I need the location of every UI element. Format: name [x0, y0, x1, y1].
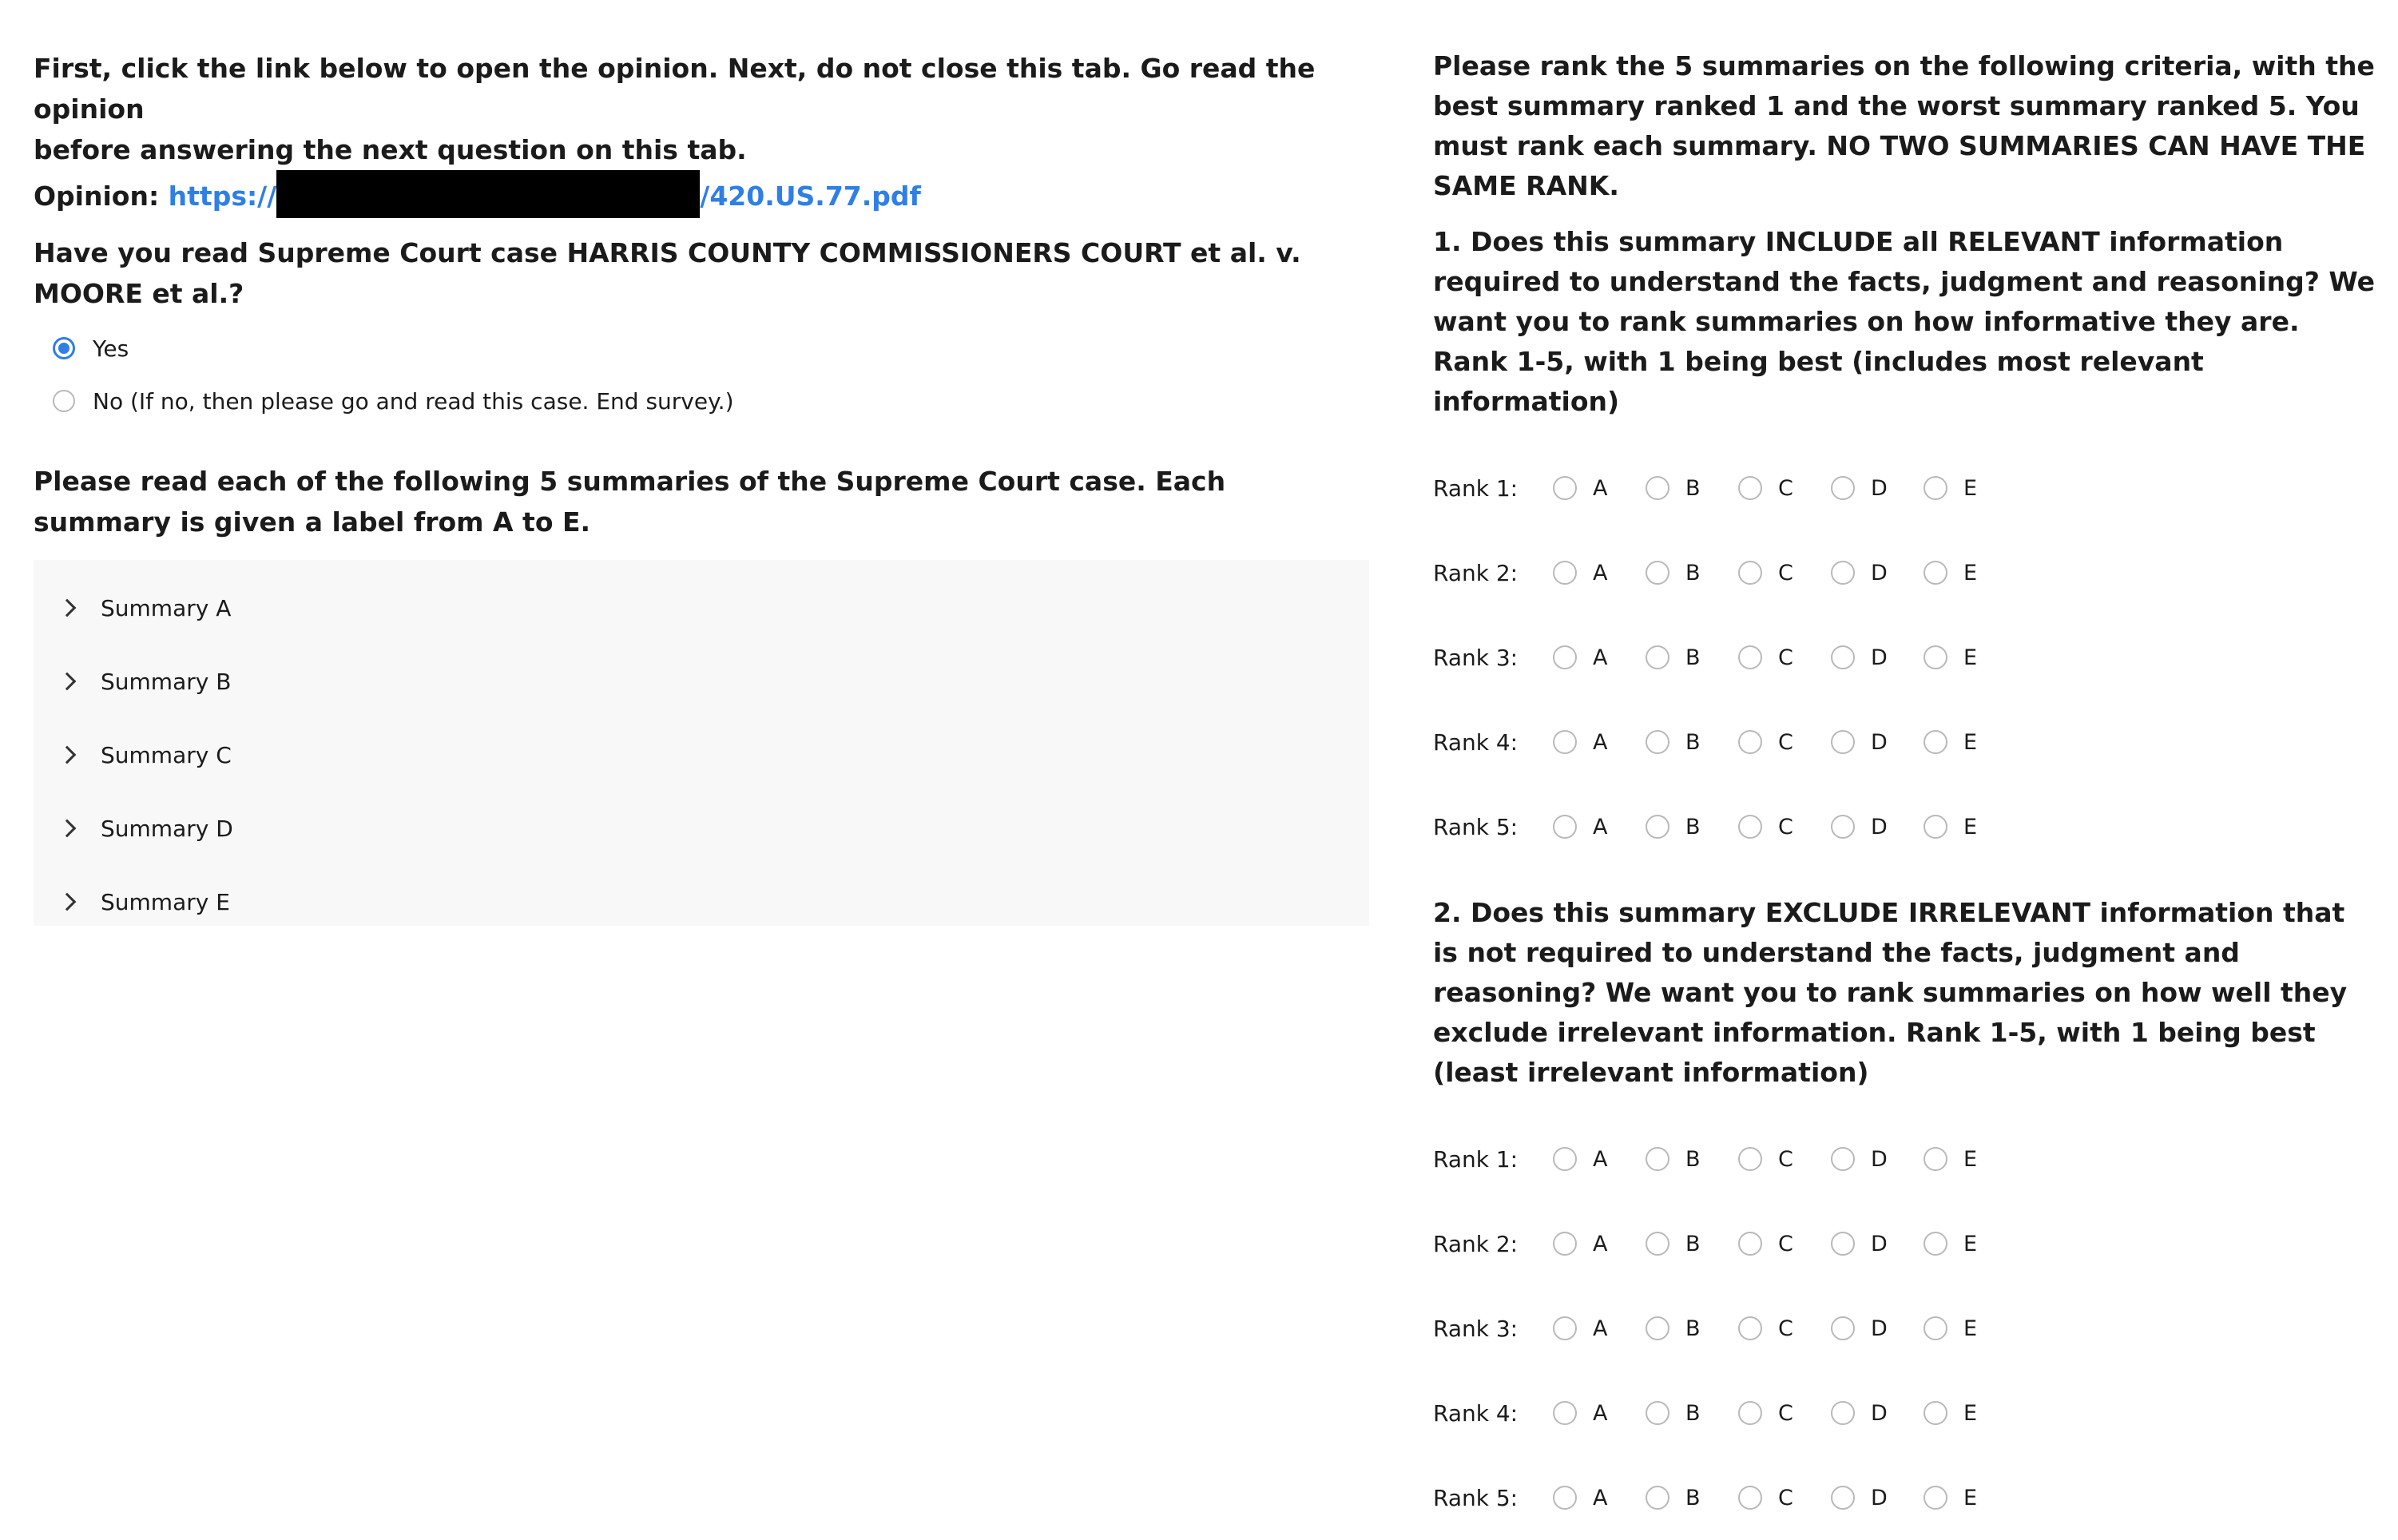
rank-option-label: A — [1593, 1485, 1608, 1510]
rank-option-b[interactable] — [1646, 1401, 1738, 1426]
criterion-1-ranks — [1433, 446, 2376, 869]
rank-row — [1433, 446, 2376, 530]
rank-option-label: C — [1778, 1146, 1793, 1172]
rank-option-e[interactable] — [1924, 1232, 2016, 1256]
rank-option-label: D — [1871, 1316, 1888, 1341]
summary-item-e[interactable] — [34, 865, 1369, 939]
chevron-right-icon — [58, 746, 77, 764]
rank-option-label: B — [1685, 560, 1701, 585]
summary-item-d[interactable] — [34, 792, 1369, 865]
rank-option-label: A — [1593, 1231, 1608, 1256]
radio-unchecked-icon[interactable] — [1831, 645, 1855, 669]
intro-line-2: before answering the next question on this tab. — [34, 134, 747, 165]
rank-option-label: C — [1778, 475, 1793, 501]
rank-option-e[interactable] — [1924, 815, 2016, 839]
rank-label: Rank 4: — [1433, 1399, 1519, 1427]
summaries-heading: Please read each of the following 5 summaries of the Supreme Court case. Each summary is given a label from A to E. — [34, 466, 1226, 538]
rank-option-label: A — [1593, 1146, 1608, 1172]
rank-row — [1433, 530, 2376, 615]
rank-row — [1433, 784, 2376, 869]
radio-unchecked-icon[interactable] — [1738, 645, 1762, 669]
rank-option-label: A — [1593, 1316, 1608, 1341]
radio-unchecked-icon[interactable] — [1831, 730, 1855, 754]
summary-item-label: Summary B — [101, 668, 232, 695]
rank-option-label: E — [1963, 729, 1978, 755]
rank-row — [1433, 1371, 2376, 1455]
rank-option-label: A — [1593, 560, 1608, 585]
summary-item-label: Summary C — [101, 741, 232, 768]
rank-option-label: A — [1593, 645, 1608, 670]
rank-option-label: D — [1871, 1146, 1888, 1172]
rank-option-c[interactable] — [1738, 1147, 1831, 1172]
radio-unchecked-icon[interactable] — [1738, 561, 1762, 585]
rank-option-d[interactable] — [1831, 645, 1924, 670]
rank-option-c[interactable] — [1738, 476, 1831, 501]
radio-unchecked-icon[interactable] — [1646, 476, 1669, 500]
rank-row — [1433, 1201, 2376, 1286]
read-option-no[interactable] — [34, 375, 1369, 427]
rank-option-label: B — [1685, 475, 1701, 501]
radio-unchecked-icon[interactable] — [1646, 1401, 1669, 1425]
radio-unchecked-icon[interactable] — [1553, 1486, 1577, 1510]
rank-label: Rank 2: — [1433, 559, 1519, 586]
opinion-link-suffix: /420.US.77.pdf — [700, 181, 921, 212]
radio-unchecked-icon[interactable] — [1553, 1401, 1577, 1425]
radio-unchecked-icon[interactable] — [1924, 1486, 1947, 1510]
rank-option-label: B — [1685, 1231, 1701, 1256]
summary-item-label: Summary A — [101, 594, 232, 621]
rank-option-label: C — [1778, 814, 1793, 839]
radio-unchecked-icon[interactable] — [1831, 1486, 1855, 1510]
summaries-accordion — [34, 560, 1369, 926]
rank-row — [1433, 1117, 2376, 1201]
rank-label: Rank 1: — [1433, 1145, 1519, 1173]
rank-option-d[interactable] — [1831, 815, 1924, 839]
radio-unchecked-icon[interactable] — [1646, 1316, 1669, 1340]
summary-item-a[interactable] — [34, 571, 1369, 645]
radio-unchecked-icon[interactable] — [53, 390, 75, 412]
rank-option-b[interactable] — [1646, 1486, 1738, 1510]
rank-option-label: B — [1685, 814, 1701, 839]
read-option-yes[interactable] — [34, 322, 1369, 375]
rank-option-c[interactable] — [1738, 1486, 1831, 1510]
rank-option-e[interactable] — [1924, 1401, 2016, 1426]
rank-option-e[interactable] — [1924, 730, 2016, 755]
rank-option-b[interactable] — [1646, 561, 1738, 585]
rank-option-label: D — [1871, 1400, 1888, 1426]
opinion-link[interactable] — [169, 181, 921, 212]
rank-option-label: A — [1593, 729, 1608, 755]
intro-line-1: First, click the link below to open the opinion. Next, do not close this tab. Go read the opinion — [34, 53, 1316, 125]
rank-option-c[interactable] — [1738, 815, 1831, 839]
rank-option-c[interactable] — [1738, 1401, 1831, 1426]
radio-unchecked-icon[interactable] — [1553, 1232, 1577, 1256]
radio-unchecked-icon[interactable] — [1738, 1147, 1762, 1171]
radio-unchecked-icon[interactable] — [1646, 1486, 1669, 1510]
radio-unchecked-icon[interactable] — [1924, 730, 1947, 754]
rank-row — [1433, 615, 2376, 700]
rank-option-label: C — [1778, 560, 1793, 585]
rank-option-label: C — [1778, 1400, 1793, 1426]
radio-unchecked-icon[interactable] — [1553, 476, 1577, 500]
chevron-right-icon — [58, 820, 77, 838]
rank-option-label: E — [1963, 560, 1978, 585]
rank-option-b[interactable] — [1646, 730, 1738, 755]
radio-unchecked-icon[interactable] — [1831, 561, 1855, 585]
chevron-right-icon — [58, 599, 77, 617]
rank-label: Rank 5: — [1433, 813, 1519, 840]
radio-unchecked-icon[interactable] — [1646, 815, 1669, 839]
rank-option-d[interactable] — [1831, 1486, 1924, 1510]
radio-unchecked-icon[interactable] — [1924, 645, 1947, 669]
summary-item-label: Summary D — [101, 815, 233, 842]
read-option-yes-label: Yes — [93, 335, 129, 362]
rank-option-label: C — [1778, 729, 1793, 755]
rank-option-label: B — [1685, 1316, 1701, 1341]
rank-option-b[interactable] — [1646, 1232, 1738, 1256]
rank-option-b[interactable] — [1646, 476, 1738, 501]
radio-unchecked-icon[interactable] — [1924, 1232, 1947, 1256]
rank-option-label: E — [1963, 1485, 1978, 1510]
rank-option-b[interactable] — [1646, 1147, 1738, 1172]
rank-option-a[interactable] — [1553, 1316, 1646, 1341]
radio-unchecked-icon[interactable] — [1553, 561, 1577, 585]
rank-option-a[interactable] — [1553, 561, 1646, 585]
rank-option-label: D — [1871, 729, 1888, 755]
radio-unchecked-icon[interactable] — [1738, 1401, 1762, 1425]
chevron-right-icon — [58, 893, 77, 911]
criterion-1-text: 1. Does this summary INCLUDE all RELEVANT information required to understand the facts, judgment and reasoning? We want you to rank summaries on how informative they are. Rank 1-5, with 1 being best (includes most relevant information) — [1433, 226, 2375, 417]
rank-option-b[interactable] — [1646, 645, 1738, 670]
rank-option-b[interactable] — [1646, 1316, 1738, 1341]
rank-row — [1433, 700, 2376, 784]
rank-option-a[interactable] — [1553, 1401, 1646, 1426]
rank-option-label: E — [1963, 1400, 1978, 1426]
rank-option-e[interactable] — [1924, 476, 2016, 501]
rank-option-a[interactable] — [1553, 645, 1646, 670]
rank-option-label: C — [1778, 1316, 1793, 1341]
rank-option-c[interactable] — [1738, 561, 1831, 585]
radio-unchecked-icon[interactable] — [1924, 1316, 1947, 1340]
ranking-instructions: Please rank the 5 summaries on the following criteria, with the best summary ranked 1 and the worst summary ranked 5. You must rank each summary. NO TWO SUMMARIES CAN HAVE THE SAME RANK. — [1433, 50, 2375, 201]
criterion-2-ranks — [1433, 1117, 2376, 1540]
rank-label: Rank 3: — [1433, 1315, 1519, 1342]
summary-item-label: Summary E — [101, 888, 230, 915]
radio-unchecked-icon[interactable] — [1738, 1316, 1762, 1340]
rank-option-label: B — [1685, 645, 1701, 670]
radio-unchecked-icon[interactable] — [1553, 730, 1577, 754]
rank-option-a[interactable] — [1553, 476, 1646, 501]
rank-option-d[interactable] — [1831, 476, 1924, 501]
right-column — [1433, 46, 2376, 1540]
rank-option-label: D — [1871, 1231, 1888, 1256]
rank-option-label: D — [1871, 645, 1888, 670]
radio-unchecked-icon[interactable] — [1646, 730, 1669, 754]
rank-option-label: E — [1963, 814, 1978, 839]
rank-option-c[interactable] — [1738, 1232, 1831, 1256]
opinion-line — [34, 170, 1369, 218]
radio-unchecked-icon[interactable] — [1924, 1147, 1947, 1171]
radio-unchecked-icon[interactable] — [1738, 1232, 1762, 1256]
summary-item-b[interactable] — [34, 645, 1369, 718]
rank-option-a[interactable] — [1553, 1232, 1646, 1256]
chevron-right-icon — [58, 673, 77, 691]
radio-unchecked-icon[interactable] — [1553, 1316, 1577, 1340]
radio-unchecked-icon[interactable] — [1924, 476, 1947, 500]
radio-unchecked-icon[interactable] — [1831, 815, 1855, 839]
radio-unchecked-icon[interactable] — [1738, 1486, 1762, 1510]
rank-option-e[interactable] — [1924, 645, 2016, 670]
rank-option-label: E — [1963, 475, 1978, 501]
rank-option-label: B — [1685, 1485, 1701, 1510]
radio-unchecked-icon[interactable] — [1831, 1316, 1855, 1340]
rank-option-e[interactable] — [1924, 561, 2016, 585]
rank-label: Rank 4: — [1433, 728, 1519, 756]
rank-option-d[interactable] — [1831, 1401, 1924, 1426]
opinion-label: Opinion: — [34, 181, 160, 212]
radio-unchecked-icon[interactable] — [1924, 815, 1947, 839]
rank-option-d[interactable] — [1831, 1316, 1924, 1341]
rank-label: Rank 1: — [1433, 474, 1519, 502]
radio-unchecked-icon[interactable] — [1831, 1232, 1855, 1256]
rank-option-label: C — [1778, 1485, 1793, 1510]
left-column — [34, 48, 1369, 926]
radio-unchecked-icon[interactable] — [1738, 730, 1762, 754]
opinion-link-prefix: https:// — [168, 181, 277, 212]
rank-option-label: A — [1593, 475, 1608, 501]
rank-option-label: C — [1778, 645, 1793, 670]
rank-option-label: B — [1685, 1400, 1701, 1426]
radio-unchecked-icon[interactable] — [1553, 1147, 1577, 1171]
rank-option-d[interactable] — [1831, 1232, 1924, 1256]
rank-option-label: B — [1685, 1146, 1701, 1172]
rank-option-label: C — [1778, 1231, 1793, 1256]
rank-label: Rank 3: — [1433, 644, 1519, 671]
rank-option-a[interactable] — [1553, 815, 1646, 839]
summary-item-c[interactable] — [34, 718, 1369, 792]
rank-option-label: A — [1593, 1400, 1608, 1426]
rank-option-label: E — [1963, 645, 1978, 670]
redaction-block — [276, 170, 700, 218]
rank-option-label: D — [1871, 475, 1888, 501]
rank-option-label: D — [1871, 814, 1888, 839]
rank-option-d[interactable] — [1831, 730, 1924, 755]
rank-option-label: B — [1685, 729, 1701, 755]
radio-unchecked-icon[interactable] — [1831, 1401, 1855, 1425]
rank-option-a[interactable] — [1553, 730, 1646, 755]
rank-option-label: D — [1871, 1485, 1888, 1510]
rank-option-a[interactable] — [1553, 1486, 1646, 1510]
rank-row — [1433, 1455, 2376, 1540]
rank-option-c[interactable] — [1738, 1316, 1831, 1341]
rank-option-e[interactable] — [1924, 1486, 2016, 1510]
rank-option-label: E — [1963, 1146, 1978, 1172]
radio-unchecked-icon[interactable] — [1553, 815, 1577, 839]
rank-option-e[interactable] — [1924, 1147, 2016, 1172]
rank-option-label: E — [1963, 1231, 1978, 1256]
rank-option-label: E — [1963, 1316, 1978, 1341]
radio-unchecked-icon[interactable] — [1831, 476, 1855, 500]
read-option-no-label: No (If no, then please go and read this case. End survey.) — [93, 387, 734, 415]
rank-option-label: D — [1871, 560, 1888, 585]
radio-checked-icon[interactable] — [53, 337, 75, 359]
rank-option-a[interactable] — [1553, 1147, 1646, 1172]
rank-option-c[interactable] — [1738, 730, 1831, 755]
read-question: Have you read Supreme Court case HARRIS COUNTY COMMISSIONERS COURT et al. v. MOORE et al.? — [34, 237, 1301, 309]
radio-unchecked-icon[interactable] — [1924, 561, 1947, 585]
rank-option-d[interactable] — [1831, 1147, 1924, 1172]
rank-option-e[interactable] — [1924, 1316, 2016, 1341]
rank-label: Rank 2: — [1433, 1230, 1519, 1257]
radio-unchecked-icon[interactable] — [1646, 1232, 1669, 1256]
rank-option-c[interactable] — [1738, 645, 1831, 670]
radio-unchecked-icon[interactable] — [1553, 645, 1577, 669]
criterion-2-text: 2. Does this summary EXCLUDE IRRELEVANT information that is not required to understand the facts, judgment and reasoning? We want you to rank summaries on how well they exclude irrelevant information. Rank 1-5, with 1 being best (least irrelevant information) — [1433, 897, 2348, 1088]
rank-option-label: A — [1593, 814, 1608, 839]
rank-label: Rank 5: — [1433, 1484, 1519, 1511]
radio-unchecked-icon[interactable] — [1646, 1147, 1669, 1171]
rank-row — [1433, 1286, 2376, 1371]
radio-unchecked-icon[interactable] — [1831, 1147, 1855, 1171]
radio-unchecked-icon[interactable] — [1646, 561, 1669, 585]
radio-unchecked-icon[interactable] — [1738, 815, 1762, 839]
rank-option-b[interactable] — [1646, 815, 1738, 839]
radio-unchecked-icon[interactable] — [1738, 476, 1762, 500]
radio-unchecked-icon[interactable] — [1924, 1401, 1947, 1425]
rank-option-d[interactable] — [1831, 561, 1924, 585]
radio-unchecked-icon[interactable] — [1646, 645, 1669, 669]
